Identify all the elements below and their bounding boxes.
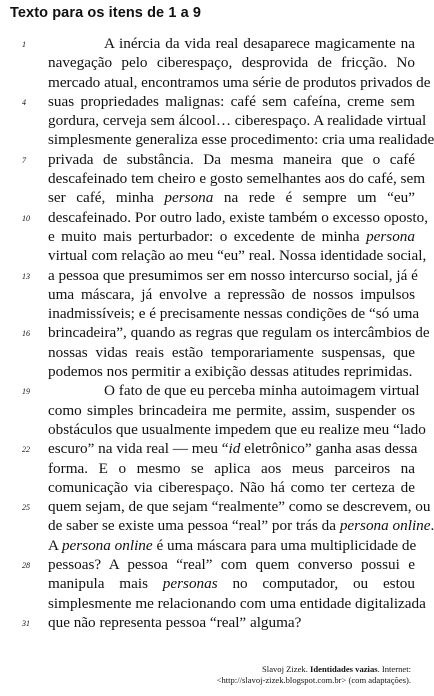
text-row	[0, 497, 431, 516]
text-row	[0, 613, 423, 632]
text-segment: mercado atual, encontramos uma série de produtos privados de	[48, 73, 431, 91]
text-row	[0, 208, 429, 227]
text-row	[0, 381, 423, 400]
text-row	[0, 150, 423, 169]
text-row	[0, 34, 423, 53]
line-number: 31	[22, 618, 30, 628]
line-number: 7	[22, 155, 26, 165]
text-row	[0, 343, 423, 362]
line-number: 13	[22, 271, 30, 281]
text-line	[48, 497, 431, 516]
text-row	[0, 304, 423, 323]
line-number: 25	[22, 503, 30, 513]
text-row	[0, 536, 423, 555]
text-segment: simplesmente me relacionando com uma entidade digitalizada	[48, 594, 426, 612]
italic-text: personas	[162, 575, 218, 593]
text-segment: quem sejam, de que sejam “realmente” como se descrevem, ou	[48, 498, 431, 516]
text-line	[48, 285, 415, 304]
text-row	[0, 574, 423, 593]
text-line	[48, 555, 415, 574]
text-line	[48, 92, 415, 111]
italic-text: persona online	[339, 517, 431, 535]
text-segment: uma máscara, já envolve a repressão de nossos impulsos	[48, 285, 415, 303]
text-segment: que não representa pessoa “real” alguma?	[48, 613, 302, 631]
text-line	[48, 574, 415, 593]
text-segment: é uma máscara para uma multiplicidade de	[152, 536, 417, 554]
text-segment: A inércia da vida real desaparece magicamente na	[104, 35, 415, 52]
text-segment: .	[430, 517, 434, 535]
line-number: 4	[22, 97, 26, 107]
text-segment: gordura, cerveja sem álcool… ciberespaço. A realidade virtual	[48, 112, 427, 130]
text-row	[0, 459, 423, 478]
text-row	[0, 111, 427, 130]
source-book-title: Identidades vazias	[310, 664, 378, 674]
source-citation	[131, 664, 411, 686]
text-segment: comunicação via ciberespaço. Não há como ter certeza de	[48, 478, 415, 496]
text-line	[48, 401, 415, 420]
text-segment: eletrônico” ganha asas dessa	[240, 440, 418, 458]
text-segment: nossas vidas reais estão temporariamente suspensas, que	[48, 343, 415, 361]
text-row	[0, 439, 423, 458]
text-line	[48, 304, 420, 323]
text-segment: simplesmente generaliza esse procedimento: cria uma realidade	[48, 131, 434, 149]
text-segment: na rede é sempre um “eu”	[213, 189, 415, 207]
text-line	[48, 169, 426, 188]
text-line	[48, 420, 426, 439]
text-segment: como simples brincadeira me permite, assim, suspender os	[48, 401, 415, 419]
text-segment: manipula mais	[48, 575, 163, 593]
text-segment: brincadeira”, quando as regras que regulam os intercâmbios de	[48, 324, 430, 342]
text-line	[48, 188, 415, 207]
text-segment: virtual com relação ao meu “eu” real. Nossa identidade social,	[48, 247, 427, 265]
text-line	[48, 73, 431, 92]
line-number: 22	[22, 445, 30, 455]
text-line	[48, 536, 415, 555]
italic-text: persona online	[61, 536, 153, 554]
text-body	[0, 34, 434, 632]
text-row	[0, 188, 423, 207]
page-title: Texto para os itens de 1 a 9	[10, 5, 202, 21]
text-line	[48, 53, 415, 72]
text-segment: a pessoa que presumimos ser em nosso intercurso social, já é	[48, 266, 418, 284]
text-segment: no computador, ou estou	[217, 575, 415, 593]
text-row	[0, 285, 423, 304]
text-line	[48, 478, 415, 497]
line-number: 1	[22, 40, 26, 49]
text-line	[48, 208, 429, 227]
italic-text: persona	[164, 189, 214, 207]
text-segment: privada de substância. Da mesma maneira que o café	[48, 150, 415, 168]
text-row	[0, 420, 426, 439]
text-row	[0, 246, 427, 265]
text-segment: inadmissíveis; e é precisamente nessas condições de “só uma	[48, 305, 420, 323]
text-line	[48, 227, 415, 246]
text-segment: forma. E o mesmo se aplica aos meus parceiros na	[48, 459, 415, 477]
source-line-2: <http://slavoj-zizek.blogspot.com.br> (com adaptações).	[216, 675, 411, 685]
text-segment: descafeinado. Por outro lado, existe também o excesso oposto,	[48, 208, 429, 226]
text-row	[0, 323, 430, 342]
text-line	[48, 323, 430, 342]
text-segment: suas propriedades malignas: café sem cafeína, creme sem	[48, 92, 415, 110]
text-line	[48, 459, 415, 478]
text-line	[48, 266, 418, 285]
text-segment: e muito mais perturbador: o excedente de minha	[48, 227, 367, 245]
text-line	[104, 34, 415, 53]
text-segment: obstáculos que usualmente impedem que eu realize meu “lado	[48, 420, 426, 438]
line-number: 10	[22, 213, 30, 223]
text-row	[0, 73, 431, 92]
source-line-1: Slavoj Zizek. Identidades vazias. Internet:	[262, 664, 411, 674]
text-line	[48, 594, 426, 613]
text-row	[0, 266, 423, 285]
text-line	[48, 362, 415, 381]
text-line	[48, 613, 415, 632]
text-row	[0, 478, 423, 497]
text-line	[48, 130, 434, 149]
text-row	[0, 130, 434, 149]
text-segment: navegação pelo ciberespaço, desprovida de fricção. No	[48, 54, 415, 72]
text-row	[0, 92, 423, 111]
text-segment: ser café, minha	[48, 189, 165, 207]
text-row	[0, 401, 423, 420]
text-line	[48, 343, 415, 362]
text-segment: de saber se existe uma pessoa “real” por trás da	[48, 517, 340, 535]
text-segment: pessoas? A pessoa “real” com quem converso possui e	[48, 556, 415, 574]
text-line	[48, 150, 415, 169]
text-row	[0, 516, 434, 535]
text-line	[48, 246, 427, 265]
text-row	[0, 227, 423, 246]
italic-text: persona	[366, 227, 415, 245]
text-line	[48, 516, 434, 535]
text-segment: descafeinado tem cheiro e gosto semelhantes aos do café, sem	[48, 170, 426, 188]
text-segment: podemos nos permitir a exibição dessas atitudes reprimidas.	[48, 363, 413, 381]
text-row	[0, 362, 423, 381]
text-segment: O fato de que eu perceba minha autoimagem virtual	[104, 382, 420, 400]
text-row	[0, 53, 423, 72]
line-number: 19	[22, 387, 30, 397]
text-line	[48, 111, 427, 130]
text-segment: escuro” na vida real — meu “	[48, 440, 229, 458]
text-line	[104, 381, 420, 400]
line-number: 16	[22, 329, 30, 339]
text-row	[0, 169, 426, 188]
line-number: 28	[22, 561, 30, 571]
text-row	[0, 594, 426, 613]
text-segment: A	[48, 536, 62, 554]
italic-text: id	[228, 440, 241, 458]
text-row	[0, 555, 423, 574]
text-line	[48, 439, 418, 458]
